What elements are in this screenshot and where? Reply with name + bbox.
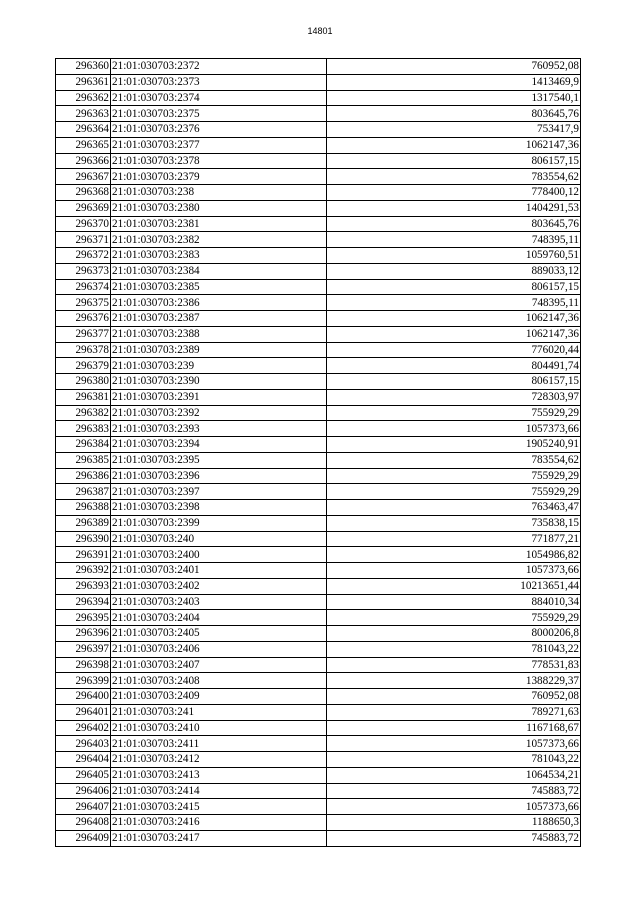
cadastral-value-cell: 763463,47 [327,500,581,516]
table-row [56,799,581,815]
table-row [56,657,581,673]
cadastral-value-cell: 1054986,82 [327,547,581,563]
table-row [56,122,581,138]
row-number-cell: 296385 [56,452,111,468]
cadastral-number-cell: 21:01:030703:2377 [111,137,327,153]
row-number-cell: 296386 [56,468,111,484]
cadastral-value-cell: 1404291,53 [327,200,581,216]
cadastral-number-cell: 21:01:030703:2379 [111,169,327,185]
cadastral-number-cell: 21:01:030703:2409 [111,689,327,705]
table-row [56,752,581,768]
table-row [56,374,581,390]
table-row [56,673,581,689]
cadastral-number-cell: 21:01:030703:2381 [111,216,327,232]
table-row [56,169,581,185]
table-row [56,720,581,736]
table-row [56,137,581,153]
table-row [56,783,581,799]
cadastral-value-cell: 1057373,66 [327,736,581,752]
row-number-cell: 296370 [56,216,111,232]
cadastral-number-cell: 21:01:030703:2414 [111,783,327,799]
table-row [56,452,581,468]
table-row [56,468,581,484]
table-row [56,500,581,516]
cadastral-number-cell: 21:01:030703:2404 [111,610,327,626]
table-row [56,594,581,610]
cadastral-value-cell: 1057373,66 [327,421,581,437]
cadastral-value-cell: 748395,11 [327,295,581,311]
row-number-cell: 296373 [56,263,111,279]
cadastral-value-cell: 1388229,37 [327,673,581,689]
row-number-cell: 296394 [56,594,111,610]
cadastral-number-cell: 21:01:030703:2388 [111,326,327,342]
cadastral-value-cell: 783554,62 [327,169,581,185]
row-number-cell: 296396 [56,626,111,642]
row-number-cell: 296393 [56,578,111,594]
cadastral-value-cell: 755929,29 [327,484,581,500]
row-number-cell: 296381 [56,389,111,405]
cadastral-value-cell: 781043,22 [327,641,581,657]
cadastral-value-cell: 803645,76 [327,216,581,232]
table-row [56,326,581,342]
cadastral-value-cell: 755929,29 [327,405,581,421]
table-row [56,421,581,437]
cadastral-number-cell: 21:01:030703:2387 [111,311,327,327]
cadastral-value-cell: 1062147,36 [327,137,581,153]
row-number-cell: 296405 [56,767,111,783]
row-number-cell: 296409 [56,830,111,846]
row-number-cell: 296367 [56,169,111,185]
table-row [56,515,581,531]
cadastral-number-cell: 21:01:030703:2390 [111,374,327,390]
cadastral-value-cell: 745883,72 [327,783,581,799]
cadastral-number-cell: 21:01:030703:2373 [111,74,327,90]
cadastral-number-cell: 21:01:030703:2378 [111,153,327,169]
cadastral-number-cell: 21:01:030703:2412 [111,752,327,768]
cadastral-value-cell: 778531,83 [327,657,581,673]
cadastral-value-cell: 771877,21 [327,531,581,547]
row-number-cell: 296406 [56,783,111,799]
cadastral-value-cell: 1167168,67 [327,720,581,736]
row-number-cell: 296361 [56,74,111,90]
cadastral-value-cell: 1413469,9 [327,74,581,90]
cadastral-number-cell: 21:01:030703:2407 [111,657,327,673]
row-number-cell: 296392 [56,563,111,579]
cadastral-number-cell: 21:01:030703:2410 [111,720,327,736]
cadastral-number-cell: 21:01:030703:2403 [111,594,327,610]
row-number-cell: 296364 [56,122,111,138]
table-row [56,279,581,295]
row-number-cell: 296376 [56,311,111,327]
cadastral-number-cell: 21:01:030703:2374 [111,90,327,106]
cadastral-number-cell: 21:01:030703:2405 [111,626,327,642]
table-row [56,736,581,752]
table-row [56,484,581,500]
row-number-cell: 296382 [56,405,111,421]
cadastral-value-cell: 1064534,21 [327,767,581,783]
cadastral-number-cell: 21:01:030703:2393 [111,421,327,437]
row-number-cell: 296374 [56,279,111,295]
cadastral-number-cell: 21:01:030703:2400 [111,547,327,563]
cadastral-number-cell: 21:01:030703:2386 [111,295,327,311]
cadastral-value-cell: 748395,11 [327,232,581,248]
table-row [56,704,581,720]
cadastral-number-cell: 21:01:030703:2401 [111,563,327,579]
cadastral-value-cell: 884010,34 [327,594,581,610]
cadastral-value-cell: 806157,15 [327,374,581,390]
table-row [56,531,581,547]
cadastral-number-cell: 21:01:030703:2384 [111,263,327,279]
cadastral-value-cell: 755929,29 [327,468,581,484]
cadastral-value-table [55,58,581,847]
cadastral-number-cell: 21:01:030703:2399 [111,515,327,531]
row-number-cell: 296403 [56,736,111,752]
row-number-cell: 296407 [56,799,111,815]
table-row [56,342,581,358]
cadastral-number-cell: 21:01:030703:239 [111,358,327,374]
table-row [56,232,581,248]
cadastral-number-cell: 21:01:030703:2406 [111,641,327,657]
cadastral-value-cell: 1062147,36 [327,326,581,342]
cadastral-value-cell: 1057373,66 [327,563,581,579]
row-number-cell: 296380 [56,374,111,390]
table-row [56,641,581,657]
row-number-cell: 296379 [56,358,111,374]
cadastral-value-cell: 789271,63 [327,704,581,720]
row-number-cell: 296408 [56,815,111,831]
row-number-cell: 296375 [56,295,111,311]
cadastral-number-cell: 21:01:030703:2408 [111,673,327,689]
table-row [56,405,581,421]
cadastral-value-cell: 803645,76 [327,106,581,122]
cadastral-value-cell: 778400,12 [327,185,581,201]
table-row [56,626,581,642]
cadastral-value-cell: 728303,97 [327,389,581,405]
cadastral-value-cell: 889033,12 [327,263,581,279]
cadastral-value-cell: 1057373,66 [327,799,581,815]
cadastral-value-cell: 10213651,44 [327,578,581,594]
cadastral-value-cell: 1062147,36 [327,311,581,327]
row-number-cell: 296390 [56,531,111,547]
cadastral-value-cell: 1905240,91 [327,437,581,453]
cadastral-number-cell: 21:01:030703:2376 [111,122,327,138]
row-number-cell: 296400 [56,689,111,705]
row-number-cell: 296363 [56,106,111,122]
cadastral-number-cell: 21:01:030703:2375 [111,106,327,122]
cadastral-number-cell: 21:01:030703:2397 [111,484,327,500]
table-row [56,90,581,106]
table-row [56,59,581,75]
table-row [56,216,581,232]
page-number: 14801 [307,26,333,36]
cadastral-number-cell: 21:01:030703:2389 [111,342,327,358]
table-row [56,74,581,90]
cadastral-value-cell: 760952,08 [327,59,581,75]
row-number-cell: 296388 [56,500,111,516]
row-number-cell: 296402 [56,720,111,736]
cadastral-value-cell: 1188650,3 [327,815,581,831]
row-number-cell: 296399 [56,673,111,689]
table-row [56,437,581,453]
row-number-cell: 296366 [56,153,111,169]
cadastral-number-cell: 21:01:030703:2380 [111,200,327,216]
cadastral-value-cell: 1059760,51 [327,248,581,264]
cadastral-value-cell: 1317540,1 [327,90,581,106]
row-number-cell: 296387 [56,484,111,500]
cadastral-number-cell: 21:01:030703:2391 [111,389,327,405]
table-row [56,389,581,405]
cadastral-value-cell: 804491,74 [327,358,581,374]
table-row [56,295,581,311]
cadastral-number-cell: 21:01:030703:2394 [111,437,327,453]
cadastral-number-cell: 21:01:030703:2395 [111,452,327,468]
cadastral-value-cell: 806157,15 [327,153,581,169]
cadastral-number-cell: 21:01:030703:2385 [111,279,327,295]
table-row [56,153,581,169]
table-row [56,767,581,783]
row-number-cell: 296371 [56,232,111,248]
row-number-cell: 296401 [56,704,111,720]
table-row [56,830,581,846]
cadastral-value-cell: 753417,9 [327,122,581,138]
cadastral-number-cell: 21:01:030703:2372 [111,59,327,75]
cadastral-value-cell: 760952,08 [327,689,581,705]
table-row [56,563,581,579]
row-number-cell: 296397 [56,641,111,657]
cadastral-number-cell: 21:01:030703:2416 [111,815,327,831]
cadastral-value-cell: 8000206,8 [327,626,581,642]
table-row [56,689,581,705]
row-number-cell: 296362 [56,90,111,106]
table-row [56,185,581,201]
cadastral-number-cell: 21:01:030703:2413 [111,767,327,783]
table-row [56,106,581,122]
cadastral-number-cell: 21:01:030703:2392 [111,405,327,421]
cadastral-value-cell: 781043,22 [327,752,581,768]
cadastral-number-cell: 21:01:030703:2417 [111,830,327,846]
row-number-cell: 296404 [56,752,111,768]
row-number-cell: 296369 [56,200,111,216]
row-number-cell: 296391 [56,547,111,563]
row-number-cell: 296384 [56,437,111,453]
row-number-cell: 296398 [56,657,111,673]
cadastral-number-cell: 21:01:030703:2382 [111,232,327,248]
row-number-cell: 296389 [56,515,111,531]
cadastral-value-cell: 806157,15 [327,279,581,295]
table-row [56,200,581,216]
table-row [56,358,581,374]
table-row [56,610,581,626]
table-row [56,263,581,279]
cadastral-value-cell: 776020,44 [327,342,581,358]
cadastral-number-cell: 21:01:030703:2415 [111,799,327,815]
table-row [56,248,581,264]
cadastral-number-cell: 21:01:030703:2402 [111,578,327,594]
cadastral-value-cell: 735838,15 [327,515,581,531]
cadastral-number-cell: 21:01:030703:2398 [111,500,327,516]
table-row [56,547,581,563]
cadastral-value-cell: 755929,29 [327,610,581,626]
cadastral-value-cell: 783554,62 [327,452,581,468]
cadastral-number-cell: 21:01:030703:2396 [111,468,327,484]
table-row [56,815,581,831]
cadastral-number-cell: 21:01:030703:241 [111,704,327,720]
table-body [56,59,581,847]
row-number-cell: 296395 [56,610,111,626]
cadastral-number-cell: 21:01:030703:240 [111,531,327,547]
row-number-cell: 296368 [56,185,111,201]
row-number-cell: 296365 [56,137,111,153]
row-number-cell: 296377 [56,326,111,342]
row-number-cell: 296383 [56,421,111,437]
table-row [56,578,581,594]
row-number-cell: 296378 [56,342,111,358]
table-row [56,311,581,327]
row-number-cell: 296360 [56,59,111,75]
cadastral-value-cell: 745883,72 [327,830,581,846]
row-number-cell: 296372 [56,248,111,264]
cadastral-number-cell: 21:01:030703:238 [111,185,327,201]
cadastral-number-cell: 21:01:030703:2411 [111,736,327,752]
cadastral-number-cell: 21:01:030703:2383 [111,248,327,264]
